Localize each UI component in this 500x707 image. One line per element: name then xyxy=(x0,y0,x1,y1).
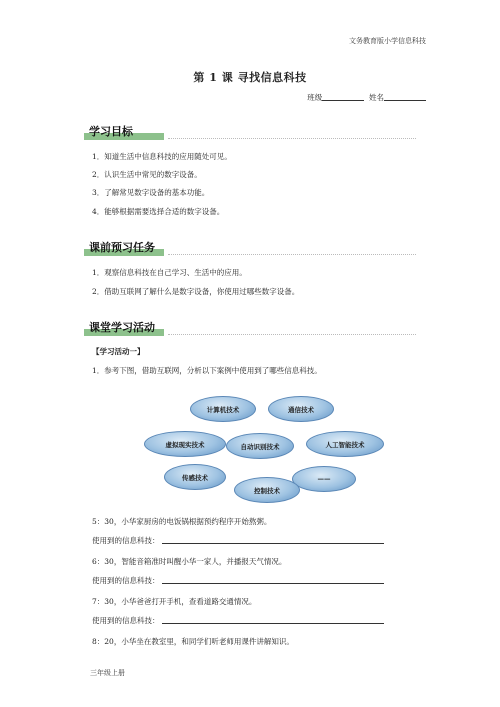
goal-item: 2．认识生活中常见的数字设备。 xyxy=(92,170,202,179)
bubble-communication-tech: 通信技术 xyxy=(268,396,334,422)
section-title: 课前预习任务 xyxy=(89,241,155,254)
activity-instruction: 1．参考下图，借助互联网，分析以下案例中使用到了哪些信息科技。 xyxy=(92,366,322,375)
answer-label: 使用到的信息科技： xyxy=(92,576,160,585)
bubble-control-tech: 控制技术 xyxy=(234,477,300,503)
activity-label: 【学习活动一】 xyxy=(92,347,145,356)
goal-item: 1．知道生活中信息科技的应用随处可见。 xyxy=(92,152,232,161)
section-divider xyxy=(168,138,416,139)
class-name-fill xyxy=(307,92,426,103)
preview-item: 2．借助互联网了解什么是数字设备，你使用过哪些数字设备。 xyxy=(92,287,300,296)
bubble-auto-id-tech: 自动识别技术 xyxy=(226,433,294,459)
answer-blank[interactable] xyxy=(162,623,384,624)
goal-item: 3．了解常见数字设备的基本功能。 xyxy=(92,188,210,197)
section-divider xyxy=(168,334,416,335)
answer-label: 使用到的信息科技： xyxy=(92,616,160,625)
lesson-title: 第 1 课 寻找信息科技 xyxy=(193,71,307,84)
case-answer xyxy=(92,576,384,586)
case-text: 7：30，小华爸爸打开手机，查看道路交通情况。 xyxy=(92,597,257,606)
preview-item: 1．观察信息科技在自己学习、生活中的应用。 xyxy=(92,268,247,277)
case-text: 8：20，小华坐在教室里，和同学们听老师用课件讲解知识。 xyxy=(92,637,294,646)
bubble-vr-tech: 虚拟现实技术 xyxy=(144,431,226,457)
case-text: 6：30，智能音箱准时叫醒小华一家人，并播报天气情况。 xyxy=(92,557,287,566)
case-text: 5：30，小华家厨房的电饭锅根据预约程序开始熬粥。 xyxy=(92,517,272,526)
case-answer xyxy=(92,616,384,626)
bubble-ai-tech: 人工智能技术 xyxy=(306,431,384,457)
page-header-publisher: 文务教育版小学信息科技 xyxy=(349,37,426,45)
answer-blank[interactable] xyxy=(162,583,384,584)
name-label: 姓名 xyxy=(369,93,384,102)
bubble-blank: —— xyxy=(292,466,356,492)
section-title: 学习目标 xyxy=(89,125,133,138)
answer-label: 使用到的信息科技： xyxy=(92,536,160,545)
class-label: 班级 xyxy=(307,93,323,102)
section-title: 课堂学习活动 xyxy=(89,321,155,334)
section-header-goals xyxy=(84,123,416,141)
section-header-classroom xyxy=(84,319,416,337)
class-blank[interactable] xyxy=(322,100,364,101)
bubble-computer-tech: 计算机技术 xyxy=(190,396,256,422)
name-blank[interactable] xyxy=(384,100,426,101)
section-header-preview xyxy=(84,239,416,257)
page-footer-grade: 三年级上册 xyxy=(90,669,125,677)
bubble-sensing-tech: 传感技术 xyxy=(164,464,226,490)
goal-item: 4．能够根据需要选择合适的数字设备。 xyxy=(92,207,225,216)
answer-blank[interactable] xyxy=(162,543,384,544)
case-answer xyxy=(92,536,384,546)
section-divider xyxy=(168,254,416,255)
